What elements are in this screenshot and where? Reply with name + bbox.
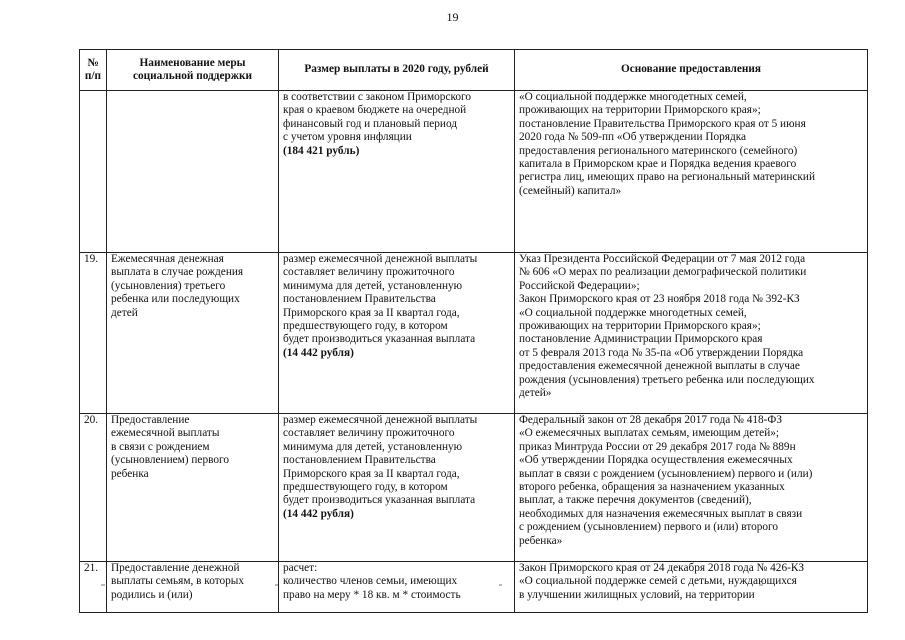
basis-cell-line: детей» — [519, 387, 552, 400]
basis-cell-line: «О ежемесячных выплатах семьям, имеющим детей»; — [519, 427, 780, 440]
row-number: 20. — [80, 414, 107, 562]
basis-cell-line: проживающих на территории Приморского края»; — [519, 104, 761, 117]
amount-cell-line: составляет величину прожиточного — [283, 266, 455, 279]
basis-cell-line: ребенка» — [519, 534, 563, 547]
amount-cell-line: будет производиться указанная выплата — [283, 494, 476, 507]
basis-cell-line: необходимых для назначения ежемесячных выплат в связи — [519, 507, 803, 520]
basis-cell-line: Российской Федерации»; — [519, 279, 640, 292]
basis-cell-line: Указ Президента Российской Федерации от 7 мая 2012 года — [519, 253, 806, 265]
basis-cell-line: выплат, а также перечня документов (сведений), — [519, 494, 752, 507]
amount-cell-line: составляет величину прожиточного — [283, 427, 455, 440]
row-number — [80, 91, 107, 253]
basis-cell-line: 2020 года № 509-пп «Об утверждении Порядка — [519, 131, 747, 144]
amount-cell-line: Приморского края за II квартал года, — [283, 306, 460, 319]
amount-cell-line: Приморского края за II квартал года, — [283, 467, 460, 480]
header-amount: Размер выплаты в 2020 году, рублей — [279, 50, 515, 91]
amount-cell-line: финансовый год и плановый период — [283, 117, 458, 130]
measure-cell — [107, 91, 279, 253]
amount-cell-line: постановлением Правительства — [283, 454, 436, 467]
basis-cell-line: рождения (усыновления) третьего ребенка или последующих — [519, 373, 815, 386]
basis-cell-line: с рождением (усыновлением) первого и (или) второго — [519, 521, 779, 534]
header-num: № п/п — [80, 50, 107, 91]
amount-cell-line: (14 442 рубля) — [283, 507, 354, 520]
amount-cell-line: края о краевом бюджете на очередной — [283, 104, 467, 117]
amount-cell-line: в соответствии с законом Приморского — [283, 91, 472, 103]
basis-cell-line: Федеральный закон от 28 декабря 2017 года № 418-ФЗ — [519, 414, 782, 426]
basis-cell-line: постановление Правительства Приморского края от 5 июня — [519, 117, 806, 130]
amount-cell-line: (14 442 рубля) — [283, 346, 354, 359]
amount-cell-line: расчет: — [283, 562, 318, 574]
measure-cell-line: (усыновления) третьего — [111, 279, 226, 292]
amount-cell-line: количество членов семьи, имеющих — [283, 575, 458, 588]
measure-cell-line: выплата в случае рождения — [111, 266, 244, 279]
row-number: 21. — [80, 562, 107, 613]
row-number: 19. — [80, 253, 107, 414]
basis-cell-line: Закон Приморского края от 23 ноября 2018 года № 392-КЗ — [519, 293, 800, 306]
amount-cell-line: постановлением Правительства — [283, 293, 436, 306]
basis-cell-line: «Об утверждении Порядка осуществления ежемесячных — [519, 454, 793, 467]
amount-cell-line: будет производиться указанная выплата — [283, 333, 476, 346]
basis-cell — [515, 253, 868, 414]
basis-cell-line: № 606 «О мерах по реализации демографической политики — [519, 266, 807, 279]
basis-cell-line: Закон Приморского края от 24 декабря 2018 года № 426-КЗ — [519, 562, 805, 574]
measure-cell-line: детей — [111, 306, 138, 319]
basis-cell-line: постановление Администрации Приморского края — [519, 333, 763, 346]
table-row — [80, 253, 868, 414]
measure-cell-line: Предоставление денежной — [111, 562, 240, 574]
amount-cell-line: минимума для детей, установленную — [283, 440, 463, 453]
basis-cell-line: регистра лиц, имеющих право на региональный материнский — [519, 171, 816, 184]
bottom-scan-marks — [79, 582, 867, 588]
basis-cell-line: (семейный) капитал» — [519, 184, 622, 197]
measure-cell-line: родились и (или) — [111, 588, 193, 601]
basis-cell-line: «О социальной поддержке семей с детьми, нуждающихся — [519, 575, 797, 588]
basis-cell-line: в улучшении жилищных условий, на территории — [519, 588, 755, 601]
measure-cell-line: Ежемесячная денежная — [111, 253, 224, 265]
table-header-row — [80, 50, 868, 91]
basis-cell-line: второго ребенка, обращения за назначением указанных — [519, 481, 785, 494]
table-row — [80, 414, 868, 562]
amount-cell-line: предшествующего году, в котором — [283, 320, 448, 333]
basis-cell-line: проживающих на территории Приморского края»; — [519, 320, 761, 333]
measure-cell-line: Предоставление — [111, 414, 190, 426]
table-row — [80, 91, 868, 253]
basis-cell-line: предоставления ежемесячной денежной выплаты в случае — [519, 360, 800, 373]
header-measure: Наименование меры социальной поддержки — [107, 50, 279, 91]
measure-cell-line: в связи с рождением — [111, 440, 210, 453]
header-basis: Основание предоставления — [515, 50, 868, 91]
amount-cell-line: размер ежемесячной денежной выплаты — [283, 253, 478, 265]
basis-cell-line: «О социальной поддержке многодетных семей, — [519, 91, 747, 103]
basis-cell-line: выплат в связи с рождением (усыновлением) первого и (или) — [519, 467, 813, 480]
measure-cell — [107, 253, 279, 414]
basis-cell-line: капитала в Приморском крае и Порядка ведения краевого — [519, 158, 797, 171]
measure-cell-line: ребенка или последующих — [111, 293, 240, 306]
basis-cell — [515, 414, 868, 562]
measure-cell-line: (усыновлением) первого — [111, 454, 229, 467]
amount-cell-line: (184 421 рубль) — [283, 144, 360, 157]
measure-cell-line: выплаты семьям, в которых — [111, 575, 245, 588]
social-support-table — [79, 49, 868, 613]
amount-cell-line: размер ежемесячной денежной выплаты — [283, 414, 478, 426]
amount-cell — [279, 253, 515, 414]
page-number: 19 — [446, 10, 459, 24]
amount-cell — [279, 91, 515, 253]
amount-cell-line: минимума для детей, установленную — [283, 279, 463, 292]
basis-cell-line: приказ Минтруда России от 29 декабря 2017 года № 889н — [519, 440, 796, 453]
amount-cell-line: с учетом уровня инфляции — [283, 131, 412, 144]
amount-cell-line: предшествующего году, в котором — [283, 481, 448, 494]
measure-cell-line: ежемесячной выплаты — [111, 427, 220, 440]
basis-cell-line: от 5 февраля 2013 года № 35-па «Об утверждении Порядка — [519, 346, 804, 359]
amount-cell — [279, 414, 515, 562]
amount-cell-line: право на меру * 18 кв. м * стоимость — [283, 588, 461, 601]
measure-cell — [107, 414, 279, 562]
basis-cell-line: «О социальной поддержке многодетных семей, — [519, 306, 747, 319]
basis-cell-line: предоставления регионального материнского (семейного) — [519, 144, 798, 157]
measure-cell-line: ребенка — [111, 467, 149, 480]
basis-cell — [515, 91, 868, 253]
